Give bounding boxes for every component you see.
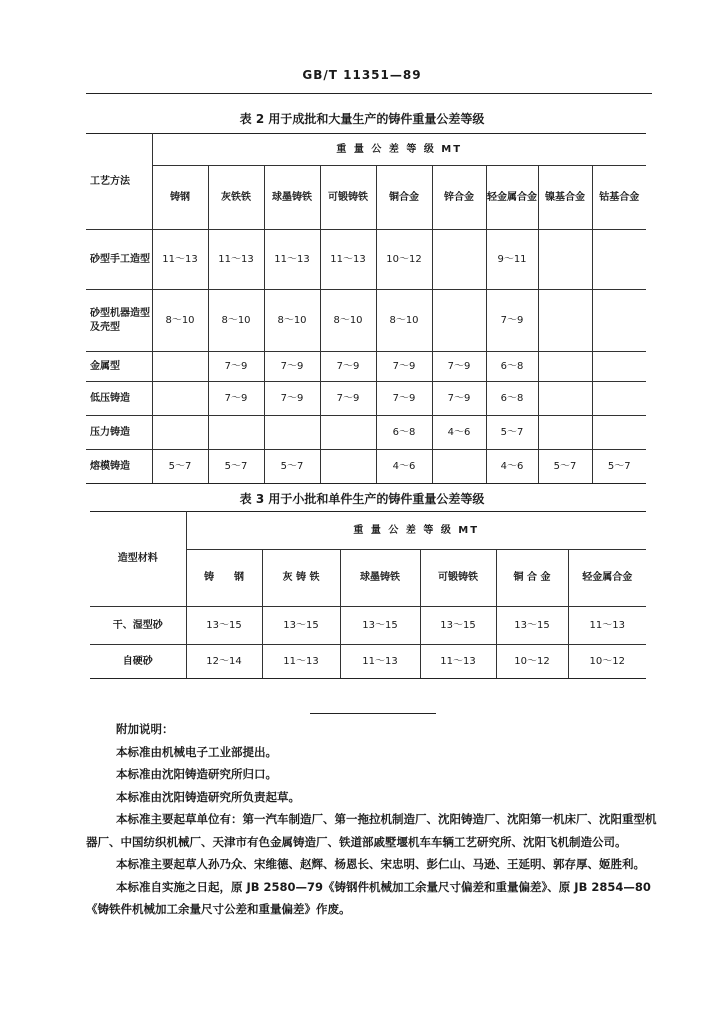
table3-cell: 13～15 bbox=[420, 607, 496, 645]
table2-cell bbox=[538, 230, 592, 290]
table2-cell: 5～7 bbox=[538, 450, 592, 484]
notes-paragraph: 本标准由机械电子工业部提出。 bbox=[116, 744, 277, 759]
table3-column-header: 球墨铸铁 bbox=[340, 550, 420, 607]
table2-row bbox=[86, 416, 646, 450]
table2-row bbox=[86, 450, 646, 484]
table2-cell: 4～6 bbox=[432, 416, 486, 450]
table2-cell: 7～9 bbox=[376, 352, 432, 382]
table2-row-method: 砂型机器造型及壳型 bbox=[86, 290, 152, 352]
table2-cell: 6～8 bbox=[486, 352, 538, 382]
table2-row bbox=[86, 352, 646, 382]
table2-column-header: 球墨铸铁 bbox=[264, 166, 320, 230]
table2-caption: 表 2 用于成批和大量生产的铸件重量公差等级 bbox=[239, 112, 485, 126]
additional-notes bbox=[86, 718, 660, 921]
table3-column-header: 铸 钢 bbox=[186, 550, 262, 607]
table3-column-header: 轻金属合金 bbox=[568, 550, 646, 607]
table2-group-header: 重 量 公 差 等 级 MT bbox=[152, 134, 646, 166]
table3-cell: 11～13 bbox=[568, 607, 646, 645]
table2-cell: 5～7 bbox=[486, 416, 538, 450]
table2-cell: 7～9 bbox=[208, 352, 264, 382]
table2-row-method: 压力铸造 bbox=[86, 416, 152, 450]
table2-cell bbox=[592, 416, 646, 450]
notes-heading: 附加说明： bbox=[116, 722, 174, 736]
table2-cell bbox=[538, 416, 592, 450]
table2-cell: 7～9 bbox=[264, 382, 320, 416]
notes-paragraph: 本标准由沈阳铸造研究所归口。 bbox=[116, 767, 277, 781]
table2-cell bbox=[592, 382, 646, 416]
table3-cell: 13～15 bbox=[340, 607, 420, 645]
table2-row-method: 低压铸造 bbox=[86, 382, 152, 416]
table2-cell: 4～6 bbox=[376, 450, 432, 484]
table2-cell bbox=[538, 290, 592, 352]
table2-cell: 7～9 bbox=[432, 352, 486, 382]
table3-cell: 13～15 bbox=[186, 607, 262, 645]
table3-row bbox=[90, 645, 646, 679]
table2-cell: 8～10 bbox=[264, 290, 320, 352]
table2-column-header: 钴基合金 bbox=[592, 166, 646, 230]
table2-cell bbox=[320, 450, 376, 484]
table2-cell bbox=[432, 230, 486, 290]
table2-cell bbox=[538, 382, 592, 416]
table3-cell: 10～12 bbox=[496, 645, 568, 679]
table3-cell: 13～15 bbox=[496, 607, 568, 645]
table2-column-header: 镍基合金 bbox=[538, 166, 592, 230]
table2-cell: 8～10 bbox=[376, 290, 432, 352]
notes-paragraph: 本标准由沈阳铸造研究所负责起草。 bbox=[116, 789, 300, 804]
table2-cell bbox=[264, 416, 320, 450]
table2-column-header: 可锻铸铁 bbox=[320, 166, 376, 230]
table2-cell bbox=[538, 352, 592, 382]
table3-caption: 表 3 用于小批和单件生产的铸件重量公差等级 bbox=[239, 492, 485, 506]
table2-cell bbox=[320, 416, 376, 450]
table2-cell bbox=[592, 352, 646, 382]
table2-cell: 7～9 bbox=[376, 382, 432, 416]
table2-corner-header: 工艺方法 bbox=[86, 134, 152, 230]
table2-column-header: 锌合金 bbox=[432, 166, 486, 230]
table3-cell: 12～14 bbox=[186, 645, 262, 679]
table3-column-header: 可锻铸铁 bbox=[420, 550, 496, 607]
table2-column-header: 铸钢 bbox=[152, 166, 208, 230]
table2-cell: 7～9 bbox=[208, 382, 264, 416]
table2-row bbox=[86, 382, 646, 416]
table2-cell: 8～10 bbox=[152, 290, 208, 352]
table2-cell: 6～8 bbox=[376, 416, 432, 450]
table2-cell: 7～9 bbox=[264, 352, 320, 382]
table2-row bbox=[86, 230, 646, 290]
table2-cell: 6～8 bbox=[486, 382, 538, 416]
table2-row-method: 砂型手工造型 bbox=[86, 230, 152, 290]
table2-cell bbox=[152, 416, 208, 450]
table2-column-header: 铜合金 bbox=[376, 166, 432, 230]
table2-cell bbox=[592, 230, 646, 290]
table2-cell: 5～7 bbox=[264, 450, 320, 484]
table2-cell: 8～10 bbox=[320, 290, 376, 352]
table2-cell: 7～9 bbox=[432, 382, 486, 416]
table2-cell bbox=[592, 290, 646, 352]
table2-cell: 5～7 bbox=[592, 450, 646, 484]
table2-column-header: 轻金属合金 bbox=[486, 166, 538, 230]
table2-cell: 9～11 bbox=[486, 230, 538, 290]
notes-paragraph: 本标准自实施之日起，原 JB 2580—79《铸钢件机械加工余量尺寸偏差和重量偏差》、原 JB 2854—80《铸铁件机械加工余量尺寸公差和重量偏差》作废。 bbox=[86, 879, 651, 916]
table2-row bbox=[86, 290, 646, 352]
table2-cell bbox=[152, 382, 208, 416]
table2-cell: 11～13 bbox=[320, 230, 376, 290]
table2-cell bbox=[432, 450, 486, 484]
table3-group-header: 重 量 公 差 等 级 MT bbox=[186, 512, 646, 550]
table3-cell: 11～13 bbox=[340, 645, 420, 679]
table2 bbox=[86, 133, 646, 484]
table2-cell: 11～13 bbox=[152, 230, 208, 290]
header-rule bbox=[86, 93, 652, 94]
page-header-standard-number: GB/T 11351—89 bbox=[302, 68, 422, 82]
table3-cell: 10～12 bbox=[568, 645, 646, 679]
table2-cell: 11～13 bbox=[208, 230, 264, 290]
table2-cell bbox=[152, 352, 208, 382]
table3-row-material: 干、湿型砂 bbox=[90, 607, 186, 645]
table3-cell: 11～13 bbox=[262, 645, 340, 679]
table3-column-header: 灰 铸 铁 bbox=[262, 550, 340, 607]
table3-cell: 11～13 bbox=[420, 645, 496, 679]
table3-corner-header: 造型材料 bbox=[90, 512, 186, 607]
section-divider bbox=[310, 713, 436, 714]
notes-paragraph: 本标准主要起草单位有：第一汽车制造厂、第一拖拉机制造厂、沈阳铸造厂、沈阳第一机床厂、沈阳重型机器厂、中国纺织机械厂、天津市有色金属铸造厂、铁道部戚墅堰机车车辆工艺研究所、沈阳飞机制造公司。 bbox=[86, 812, 657, 849]
notes-paragraph: 本标准主要起草人孙乃众、宋维德、赵辉、杨恩长、宋忠明、彭仁山、马逊、王延明、郭存厚、姬胜利。 bbox=[116, 857, 645, 871]
table2-cell: 7～9 bbox=[320, 352, 376, 382]
table2-cell: 5～7 bbox=[152, 450, 208, 484]
table3-column-header: 铜 合 金 bbox=[496, 550, 568, 607]
table2-column-header: 灰铁铁 bbox=[208, 166, 264, 230]
table2-cell: 7～9 bbox=[320, 382, 376, 416]
table3-row-material: 自硬砂 bbox=[90, 645, 186, 679]
table3-cell: 13～15 bbox=[262, 607, 340, 645]
table2-cell: 5～7 bbox=[208, 450, 264, 484]
table2-cell bbox=[208, 416, 264, 450]
table3-row bbox=[90, 607, 646, 645]
table2-cell: 8～10 bbox=[208, 290, 264, 352]
table2-cell: 11～13 bbox=[264, 230, 320, 290]
table2-row-method: 熔模铸造 bbox=[86, 450, 152, 484]
table2-cell bbox=[432, 290, 486, 352]
table2-cell: 7～9 bbox=[486, 290, 538, 352]
table2-row-method: 金属型 bbox=[86, 352, 152, 382]
table2-cell: 10～12 bbox=[376, 230, 432, 290]
table3 bbox=[90, 511, 646, 679]
table2-cell: 4～6 bbox=[486, 450, 538, 484]
